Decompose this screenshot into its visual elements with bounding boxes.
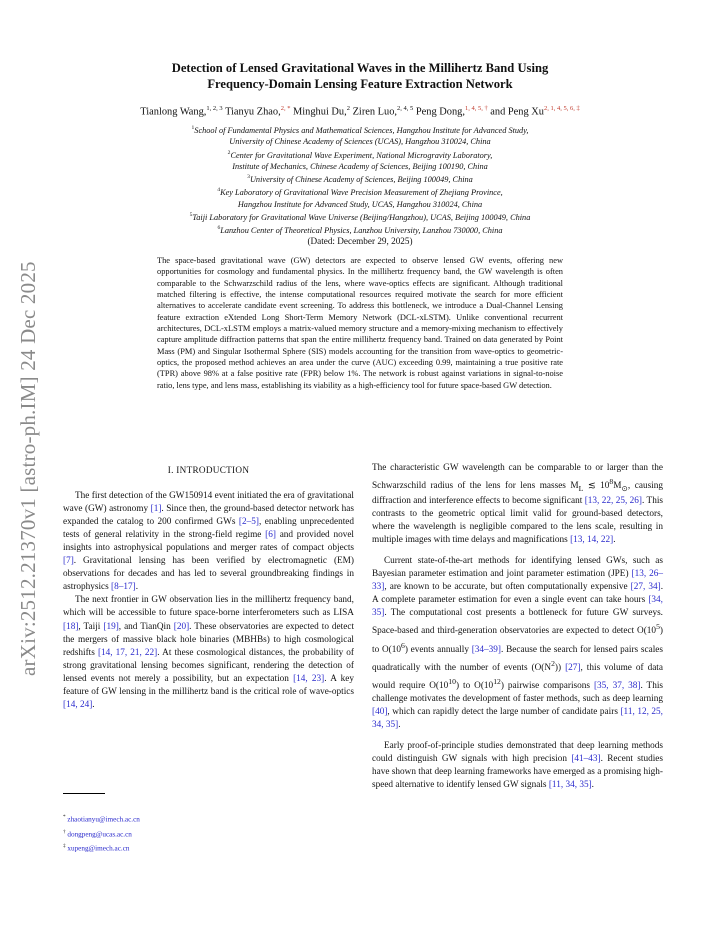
citation-link[interactable]: [35, 37, 38] bbox=[593, 680, 641, 691]
author-affil-sup[interactable]: 2, 1, 4, 5, 6, ‡ bbox=[543, 105, 580, 112]
email-link[interactable]: xupeng@imech.ac.cn bbox=[67, 844, 130, 853]
paragraph: The characteristic GW wavelength can be comparable to or larger than the Schwarzschild radius of the lens for lens masses $M_L$ ≲ $10^8M_⊙$, causing diffraction and interference effects to become significant [13, 22, 25, 26]. This contrasts to the geometric optical limit valid for ground-based detectors, where the wavelength is negligible compared to the lens scale, resulting in multiple images with time delays and magnifications [13, 14, 22]. bbox=[372, 463, 663, 546]
footnote: ‡ xupeng@imech.ac.cn bbox=[63, 843, 130, 853]
paragraph: Current state-of-the-art methods for identifying lensed GWs, such as Bayesian parameter estimation and joint parameter estimation (JPE) [13, 26–33], are known to be accurate, but often computationally expensive [27, 34]. A complete parameter estimation for even a single event can take hours [34, 35]. The computational cost presents a bottleneck for future GW surveys. Space-based and third-generation observatories are expected to detect $O(10^5)$ to $O(10^6)$ events annually [34–39]. Because the search for lensed pairs scales quadratically with the number of events $(O(N^2))$ [27], this volume of data would require $O(10^{10})$ to $O(10^{12})$ pairwise comparisons [35, 37, 38]. This challenge motivates the development of faster methods, such as deep learning [40], which can rapidly detect the large number of candidate pairs [11, 12, 25, 34, 35]. bbox=[372, 556, 663, 731]
dated-line: (Dated: December 29, 2025) bbox=[307, 236, 413, 246]
citation-link[interactable]: [8–17] bbox=[111, 582, 136, 593]
author-affil-sup[interactable]: 2, * bbox=[280, 105, 291, 112]
citation-link[interactable]: [13, 26–33] bbox=[372, 569, 663, 593]
paragraph: The next frontier in GW observation lies in the millihertz frequency band, which will be accessible to future space-borne interferometers such as LISA [18], Taiji [19], and TianQin [20]. These observatories are expected to detect the mergers of massive black hole binaries (MBHBs) to high cosmological redshifts [14, 17, 21, 22]. At these cosmological distances, the probability of strong gravitational lensing becomes significant, rendering the detection of lensed events not merely a possibility, but an expectation [14, 23]. A key feature of GW lensing in the millihertz band is the critical role of wave-optics [14, 24]. bbox=[63, 595, 355, 710]
citation-link[interactable]: [11, 12, 25, 34, 35] bbox=[372, 706, 663, 731]
paragraph: Early proof-of-principle studies demonstrated that deep learning methods could distinguish GW signals with high precision [41–43]. Recent studies have shown that deep learning frameworks have emerged as a promising high-speed alternative to identify lensed GW signals [11, 34, 35]. bbox=[372, 741, 663, 791]
author-name: Peng Dong, bbox=[413, 106, 465, 118]
affiliation-line: Institute of Mechanics, Chinese Academy of Sciences, Beijing 100190, China bbox=[232, 161, 488, 171]
author-name: Minghui Du, bbox=[290, 106, 347, 118]
author-name: Ziren Luo, bbox=[349, 106, 398, 118]
citation-link[interactable]: [41–43] bbox=[571, 754, 601, 765]
citation-link[interactable]: [18] bbox=[63, 621, 79, 632]
footnotes bbox=[63, 811, 354, 855]
citation-link[interactable]: [6] bbox=[265, 530, 276, 541]
affiliation-line: University of Chinese Academy of Sciences (UCAS), Hangzhou 310024, China bbox=[229, 137, 491, 147]
affiliation-line: $^2$Center for Gravitational Wave Experiment, National Microgravity Laboratory, bbox=[227, 149, 493, 160]
affiliation-line: Hangzhou Institute for Advanced Study, UCAS, Hangzhou 310024, China bbox=[237, 199, 483, 209]
citation-link[interactable]: [13, 14, 22] bbox=[570, 535, 614, 546]
email-link[interactable]: dongpeng@ucas.ac.cn bbox=[67, 830, 132, 839]
author-affil-sup: 2, 4, 5 bbox=[397, 105, 414, 112]
title-line-2: Frequency-Domain Lensing Feature Extraction Network bbox=[207, 76, 513, 91]
citation-link[interactable]: [14, 23] bbox=[293, 673, 325, 684]
paragraph: The first detection of the GW150914 event initiated the era of gravitational wave (GW) astronomy [1]. Since then, the ground-based detector network has expanded the catalog to 200 confirmed GWs [2–5], enabling unprecedented tests of general relativity in the strong-field regime [6] and provided novel insights into astrophysical populations and merger rates of compact objects [7]. Gravitational lensing has been verified by electromagnetic (EM) observations for decades and has led to several groundbreaking findings in astrophysics [8–17]. bbox=[63, 491, 355, 593]
affiliation-list bbox=[60, 123, 660, 236]
author-list bbox=[60, 105, 660, 117]
affiliation-line: $^5$Taiji Laboratory for Gravitational Wave Universe (Beijing/Hangzhou), UCAS, Beijing 100049, China bbox=[189, 211, 531, 222]
right-column bbox=[372, 462, 663, 792]
email-link[interactable]: zhaotianyu@imech.ac.cn bbox=[67, 815, 140, 824]
left-column bbox=[63, 462, 354, 712]
footnote: * zhaotianyu@imech.ac.cn bbox=[63, 814, 140, 824]
citation-link[interactable]: [14, 17, 21, 22] bbox=[97, 647, 158, 658]
arxiv-id-text[interactable]: arXiv:2512.21370v1 [astro-ph.IM] 24 Dec 2025 bbox=[16, 261, 40, 676]
citation-link[interactable]: [27] bbox=[565, 662, 581, 673]
author-name: and Peng Xu bbox=[487, 106, 544, 118]
footnote: † dongpeng@ucas.ac.cn bbox=[63, 828, 132, 839]
footnote-rule bbox=[63, 793, 105, 794]
affiliation-line: $^4$Key Laboratory of Gravitational Wave Precision Measurement of Zhejiang Province, bbox=[217, 187, 503, 198]
citation-link[interactable]: [1] bbox=[150, 504, 162, 515]
citation-link[interactable]: [11, 34, 35] bbox=[548, 780, 592, 791]
author-affil-sup[interactable]: 1, 4, 5, † bbox=[464, 105, 488, 112]
citation-link[interactable]: [14, 24] bbox=[63, 699, 93, 710]
citation-link[interactable]: [40] bbox=[372, 706, 388, 717]
section-heading: I. INTRODUCTION bbox=[167, 465, 250, 475]
citation-link[interactable]: [7] bbox=[63, 556, 74, 567]
author-name: Tianyu Zhao, bbox=[222, 106, 281, 118]
citation-link[interactable]: [19] bbox=[103, 621, 119, 632]
affiliation-line: $^6$Lanzhou Center of Theoretical Physics, Lanzhou University, Lanzhou 730000, China bbox=[217, 225, 503, 235]
arxiv-stamp bbox=[6, 236, 46, 676]
citation-link[interactable]: [2–5] bbox=[238, 517, 259, 528]
title-line-1: Detection of Lensed Gravitational Waves in the Millihertz Band Using bbox=[171, 61, 549, 75]
paper-title bbox=[100, 61, 620, 92]
author-affil-sup: 2 bbox=[346, 105, 350, 112]
author-name: Tianlong Wang, bbox=[140, 106, 207, 118]
affiliation-line: $^3$University of Chinese Academy of Sciences, Beijing 100049, China bbox=[247, 174, 473, 184]
citation-link[interactable]: [34–39] bbox=[471, 644, 502, 655]
abstract: The space-based gravitational wave (GW) detectors are expected to observe lensed GW events, offering new opportunities for cosmology and fundamental physics. In the millihertz frequency band, the GW wavelength is often comparable to the Schwarzschild radius of the lens, where wave-optics effects are significant. Although traditional matched filtering is effective, the intense computational resources required motivate the search for more efficient alternatives to accelerate candidate event screening. To address this bottleneck, we introduce a Dual-Channel Lensing feature extraction eXtended Long Short-Term Memory Network (DCL-xLSTM). Unlike conventional recurrent architectures, DCL-xLSTM employs a matrix-valued memory structure and a memory-mixing mechanism to effectively capture amplitude diffraction patterns that span the entire millihertz frequency band. Trained on data generated by Point Mass (PM) and Singular Isothermal Sphere (SIS) models accounting for the transition from wave-optics to geometric-optics, the proposed method achieves an area under the curve (AUC) exceeding 0.99, maintaining a true positive rate (TPR) above 98% at a false positive rate (FPR) below 1%. The network is robust against variations in signal-to-noise ratio, lens type, and lens mass, establishing its viability as a high-efficiency tool for future space-based GW detection. bbox=[157, 256, 563, 390]
affiliation-line: $^1$School of Fundamental Physics and Mathematical Sciences, Hangzhou Institute for Advanced Study, bbox=[191, 125, 529, 135]
citation-link[interactable]: [13, 22, 25, 26] bbox=[584, 496, 642, 507]
author-affil-sup: 1, 2, 3 bbox=[206, 105, 223, 112]
citation-link[interactable]: [27, 34] bbox=[630, 582, 661, 593]
citation-link[interactable]: [20] bbox=[173, 621, 190, 632]
citation-link[interactable]: [34, 35] bbox=[372, 595, 663, 619]
